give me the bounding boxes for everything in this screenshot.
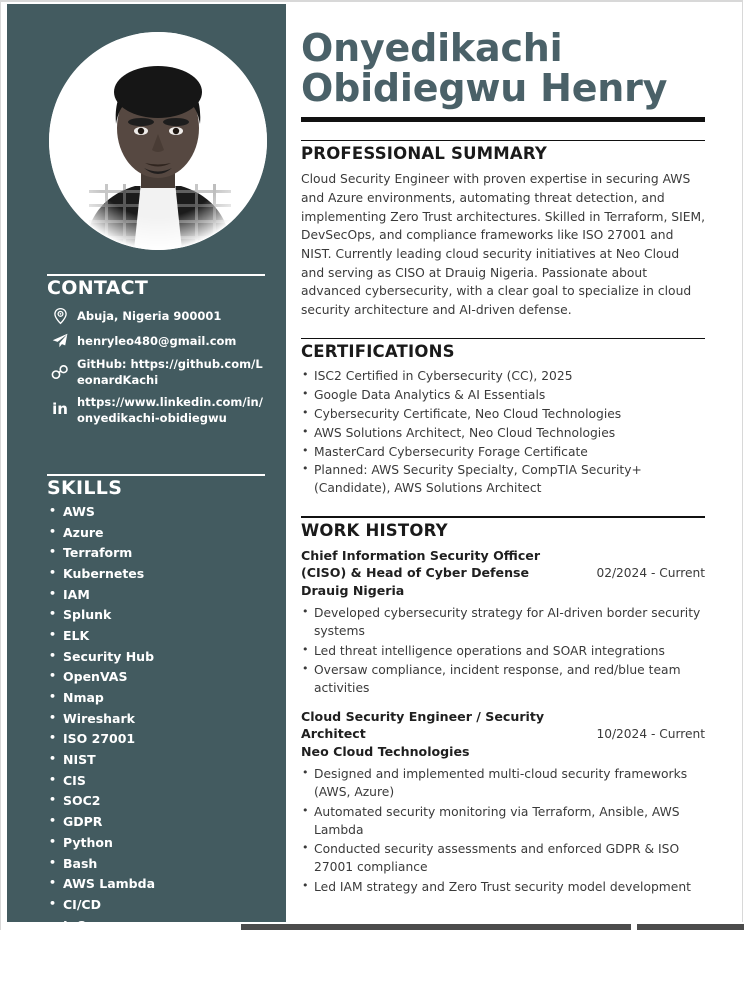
link-icon xyxy=(47,364,73,380)
professional-summary-text: Cloud Security Engineer with proven expertise in securing AWS and Azure environments, automating threat detection, and implementing Zero Trust architectures. Skilled in Terraform, SIEM, DevSecOps, and compliance frameworks like ISO 27001 and NIST. Currently leading cloud security initiatives at Neo Cloud and serving as CISO at Drauig Nigeria. Passionate about advanced cybersecurity, with a clear goal to specialize in cloud security architecture and AI-driven defense. xyxy=(301,172,705,317)
last-name: Obidiegwu Henry xyxy=(301,66,668,111)
contact-item-github[interactable] xyxy=(47,356,265,389)
certifications-list xyxy=(301,368,705,498)
contact-item-email[interactable] xyxy=(47,331,265,351)
name-block xyxy=(301,4,721,122)
certifications-heading: CERTIFICATIONS xyxy=(301,342,455,362)
map-pin-icon xyxy=(47,308,73,324)
job-title: Cloud Security Engineer / Security Architect xyxy=(301,709,545,742)
contact-section xyxy=(47,274,265,431)
job-bullet: • Led threat intelligence operations and SOAR integrations xyxy=(301,643,705,661)
section-divider xyxy=(301,140,705,142)
horizontal-scrollbar-end[interactable] xyxy=(637,924,744,930)
certification-item: • Planned: AWS Security Specialty, CompTIA Security+(Candidate), AWS Solutions Architect xyxy=(301,462,705,498)
skill-item: • GDPR xyxy=(47,816,265,829)
skill-item: • SOC2 xyxy=(47,795,265,808)
skill-item: • Security Hub xyxy=(47,651,265,664)
job-bullets xyxy=(301,766,705,897)
contact-email-text: henryleo480@gmail.com xyxy=(77,333,237,348)
work-history-section xyxy=(301,516,705,897)
paper-plane-icon xyxy=(47,333,73,348)
skill-item: • TCP/IP xyxy=(47,940,265,953)
contact-list xyxy=(47,306,265,426)
skill-item: • CI/CD xyxy=(47,899,265,912)
contact-location-text: Abuja, Nigeria 900001 xyxy=(77,308,222,323)
contact-divider xyxy=(47,274,265,276)
skill-item: • Firewalls xyxy=(47,961,265,974)
job-dates: 10/2024 - Current xyxy=(596,726,705,741)
sidebar xyxy=(7,4,286,995)
certifications-section xyxy=(301,338,705,498)
job-bullet: • Led IAM strategy and Zero Trust security model development xyxy=(301,879,705,897)
page-title xyxy=(301,28,721,109)
linkedin-icon: in xyxy=(52,400,68,419)
job-bullet: • Conducted security assessments and enforced GDPR & ISO 27001 compliance xyxy=(301,841,705,877)
work-history-list xyxy=(301,547,705,897)
job-dates: 02/2024 - Current xyxy=(596,565,705,580)
skill-item: • Nmap xyxy=(47,692,265,705)
work-history-entry xyxy=(301,708,705,897)
skill-item: • NIST xyxy=(47,754,265,767)
skill-item: • Terraform xyxy=(47,547,265,560)
professional-summary-heading: PROFESSIONAL SUMMARY xyxy=(301,144,548,164)
contact-item-location xyxy=(47,306,265,326)
certification-item: • Cybersecurity Certificate, Neo Cloud Technologies xyxy=(301,406,705,424)
job-bullets xyxy=(301,605,705,698)
job-bullet: • Automated security monitoring via Terraform, Ansible, AWS Lambda xyxy=(301,804,705,840)
contact-github-text: GitHub: https://github.com/LeonardKachi xyxy=(77,356,263,388)
job-company: Drauig Nigeria xyxy=(301,582,405,598)
professional-summary-section xyxy=(301,140,705,320)
skill-item: • Bash xyxy=(47,858,265,871)
certification-item: • Google Data Analytics & AI Essentials xyxy=(301,387,705,405)
certification-item: • MasterCard Cybersecurity Forage Certificate xyxy=(301,444,705,462)
skill-item: • ISO 27001 xyxy=(47,733,265,746)
job-header xyxy=(301,708,705,743)
skill-item: • VPNs xyxy=(47,982,265,995)
contact-item-linkedin[interactable] xyxy=(47,394,265,427)
profile-photo xyxy=(49,32,267,250)
contact-linkedin-text: https://www.linkedin.com/in/onyedikachi-obidiegwu xyxy=(77,394,263,425)
first-name: Onyedikachi xyxy=(301,26,563,70)
main-column xyxy=(301,4,721,899)
skill-item: • Wireshark xyxy=(47,713,265,726)
certification-item: • ISC2 Certified in Cybersecurity (CC), 2025 xyxy=(301,368,705,386)
skill-item: • CIS xyxy=(47,775,265,788)
job-company: Neo Cloud Technologies xyxy=(301,743,470,759)
section-divider xyxy=(301,338,705,340)
skill-item: • IAM xyxy=(47,589,265,602)
skills-list xyxy=(47,503,265,995)
skills-heading: SKILLS xyxy=(47,477,123,499)
horizontal-scrollbar[interactable] xyxy=(241,924,631,930)
skill-item: • Python xyxy=(47,837,265,850)
work-history-heading: WORK HISTORY xyxy=(301,520,448,540)
job-bullet: • Developed cybersecurity strategy for AI-driven border security systems xyxy=(301,605,705,641)
certification-item: • AWS Solutions Architect, Neo Cloud Technologies xyxy=(301,425,705,443)
profile-photo-image xyxy=(49,32,267,250)
skills-divider xyxy=(47,474,265,476)
work-history-entry xyxy=(301,547,705,698)
name-underline xyxy=(301,117,705,122)
job-bullet: • Designed and implemented multi-cloud security frameworks (AWS, Azure) xyxy=(301,766,705,802)
job-bullet: • Oversaw compliance, incident response, and red/blue team activities xyxy=(301,662,705,698)
skill-item: • Splunk xyxy=(47,609,265,622)
skill-item: • Azure xyxy=(47,527,265,540)
job-title: Chief Information Security Officer (CISO) & Head of Cyber Defense xyxy=(301,547,541,581)
skill-item: • ELK xyxy=(47,630,265,643)
skill-item: • AWS xyxy=(47,506,265,519)
skill-item: • AWS Lambda xyxy=(47,878,265,891)
section-divider xyxy=(301,516,705,518)
skill-item: • OpenVAS xyxy=(47,671,265,684)
skill-item: • Kubernetes xyxy=(47,568,265,581)
job-header xyxy=(301,547,705,582)
contact-heading: CONTACT xyxy=(47,277,149,299)
